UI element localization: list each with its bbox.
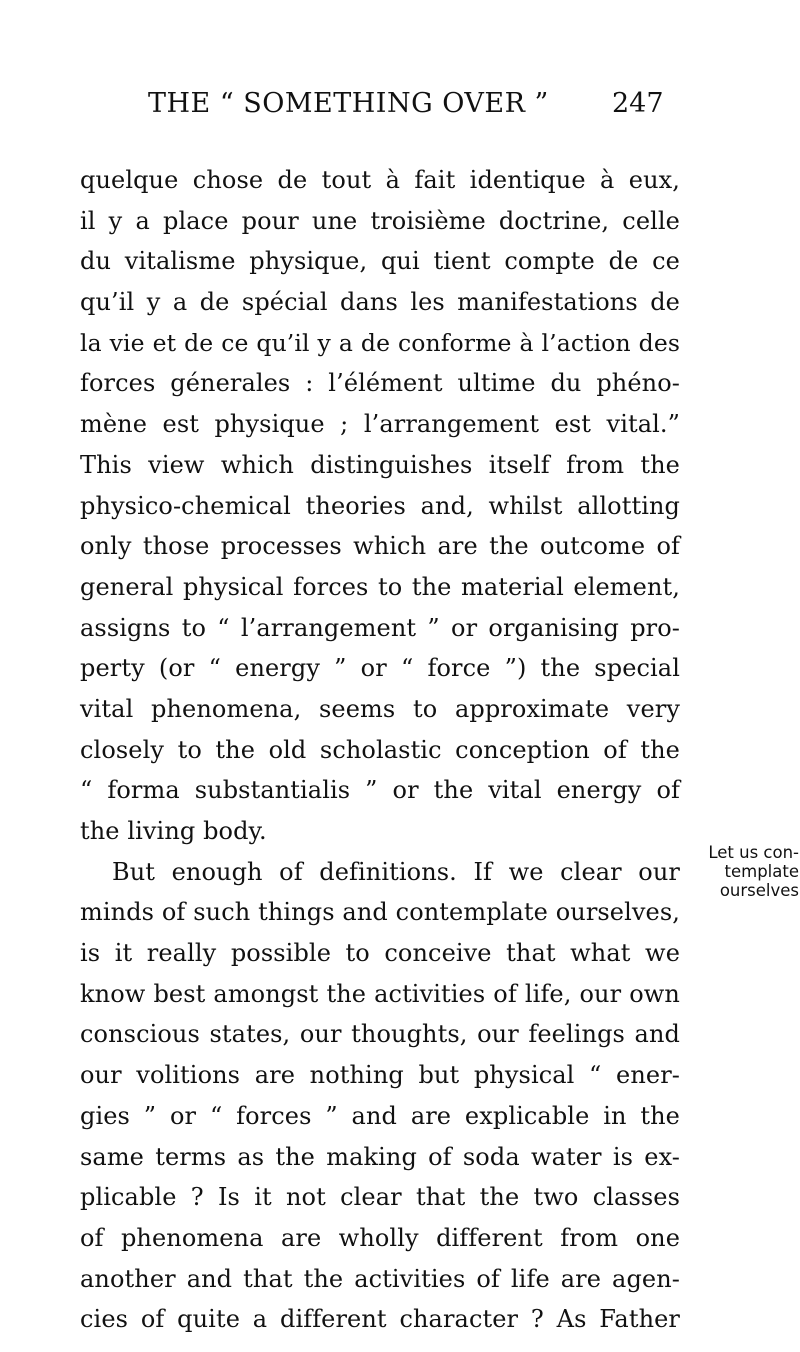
page-number: 247 xyxy=(612,88,664,119)
text-line-20: is it really possible to conceive that what we xyxy=(80,939,680,968)
margin-note xyxy=(683,843,799,900)
text-line-12: assigns to “ l’arrangement ” or organising pro- xyxy=(80,613,680,642)
text-line-8: This view which distinguishes itself from the xyxy=(80,450,680,479)
text-line-10: only those processes which are the outcome of xyxy=(80,532,680,561)
text-line-6: forces génerales : l’élément ultime du phéno- xyxy=(80,369,680,398)
running-head xyxy=(0,88,800,128)
text-line-2: il y a place pour une troisième doctrine, celle xyxy=(80,206,680,235)
text-line-18: But enough of definitions. If we clear our xyxy=(112,857,680,886)
text-line-7: mène est physique ; l’arrangement est vital.” xyxy=(80,410,680,439)
margin-note-line-1: Let us con- xyxy=(708,843,799,862)
text-line-14: vital phenomena, seems to approximate very xyxy=(80,694,680,723)
text-line-15: closely to the old scholastic conception of the xyxy=(80,735,680,764)
text-line-16: “ forma substantialis ” or the vital energy of xyxy=(80,776,680,805)
text-line-28: another and that the activities of life are agen- xyxy=(80,1264,680,1293)
text-line-24: gies ” or “ forces ” and are explicable in the xyxy=(80,1101,680,1130)
body-text xyxy=(80,160,680,1340)
text-line-23: our volitions are nothing but physical “ ener- xyxy=(80,1061,680,1090)
text-line-5: la vie et de ce qu’il y a de conforme à l’action des xyxy=(80,328,680,357)
text-line-17: the living body. xyxy=(80,817,267,845)
text-line-25: same terms as the making of soda water is ex- xyxy=(80,1142,680,1171)
margin-note-line-2: template xyxy=(724,862,799,881)
text-line-21: know best amongst the activities of life, our own xyxy=(80,979,680,1008)
text-line-13: perty (or “ energy ” or “ force ”) the special xyxy=(80,654,680,683)
text-line-29: cies of quite a different character ? As Father xyxy=(80,1305,680,1334)
text-line-9: physico-chemical theories and, whilst allotting xyxy=(80,491,680,520)
text-line-19: minds of such things and contemplate ourselves, xyxy=(80,898,680,927)
text-line-26: plicable ? Is it not clear that the two classes xyxy=(80,1183,680,1212)
text-line-11: general physical forces to the material element, xyxy=(80,572,680,601)
text-line-1: quelque chose de tout à fait identique à eux, xyxy=(80,166,680,194)
text-line-27: of phenomena are wholly different from one xyxy=(80,1223,680,1252)
running-title: THE “ SOMETHING OVER ” xyxy=(148,88,549,119)
text-line-22: conscious states, our thoughts, our feelings and xyxy=(80,1020,680,1049)
text-line-3: du vitalisme physique, qui tient compte de ce xyxy=(80,247,680,276)
text-line-4: qu’il y a de spécial dans les manifestations de xyxy=(80,288,680,317)
margin-note-line-3: ourselves xyxy=(719,881,799,900)
